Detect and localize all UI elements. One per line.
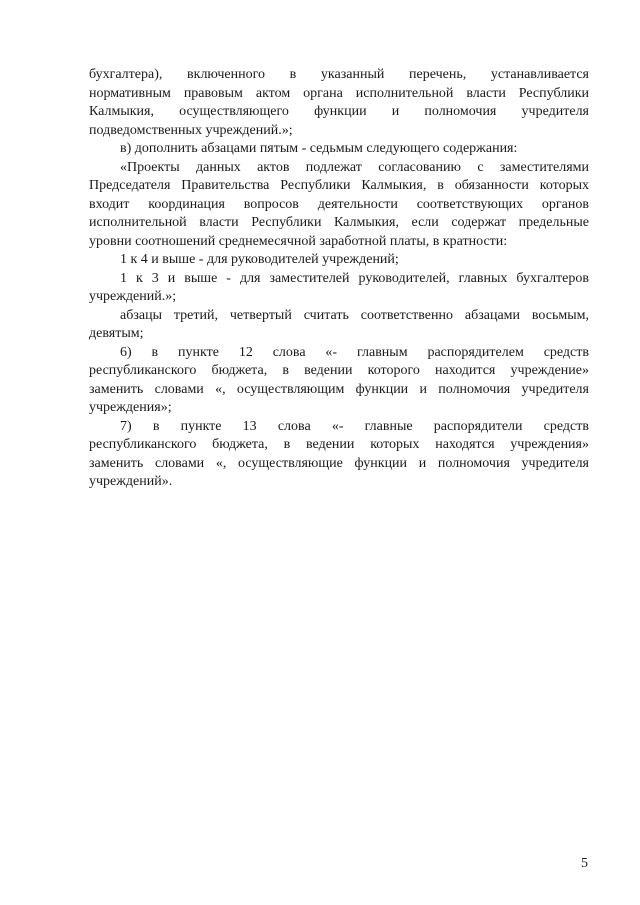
text-line: Калмыкия, осуществляющего функции и полномочия учредителя [89, 104, 589, 119]
text-line: в) дополнить абзацами пятым - седьмым следующего содержания: [120, 141, 518, 156]
text-line: исполнительной власти Республики Калмыкия, если содержат предельные [89, 215, 589, 230]
text-line: республиканского бюджета, в ведении которого находится учреждение» [89, 363, 589, 378]
text-line: нормативным правовым актом органа исполнительной власти Республики [89, 85, 589, 101]
text-line: уровни соотношений среднемесячной заработной платы, в кратности: [89, 233, 508, 249]
text-line: заменить словами «, осуществляющие функции и полномочия учредителя [89, 455, 589, 471]
text-line: республиканского бюджета, в ведении которых находятся учреждения» [89, 437, 589, 452]
text-line: учреждения»; [89, 400, 172, 415]
text-line: Председателя Правительства Республики Калмыкия, в обязанности которых [89, 178, 589, 193]
text-line: девятым; [89, 326, 144, 341]
text-line: учреждений». [89, 474, 173, 489]
text-line: подведомственных учреждений.»; [89, 122, 293, 138]
text-line: 1 к 4 и выше - для руководителей учреждений; [120, 252, 399, 267]
text-line: бухгалтера), включенного в указанный перечень, устанавливается [89, 67, 589, 82]
text-line: 7) в пункте 13 слова «- главные распорядители средств [120, 418, 589, 434]
text-line: учреждений.»; [89, 289, 177, 304]
text-line: заменить словами «, осуществляющим функции и полномочия учредителя [89, 381, 589, 397]
text-line: абзацы третий, четвертый считать соответственно абзацами восьмым, [120, 307, 589, 323]
text-line: 1 к 3 и выше - для заместителей руководителей, главных бухгалтеров [120, 270, 589, 286]
text-line: 6) в пункте 12 слова «- главным распорядителем средств [120, 344, 589, 360]
page-number: 5 [581, 856, 588, 871]
text-line: входит координация вопросов деятельности соответствующих органов [89, 196, 589, 212]
text-line: «Проекты данных актов подлежат согласованию с заместителями [120, 159, 589, 175]
document-body [89, 66, 589, 492]
